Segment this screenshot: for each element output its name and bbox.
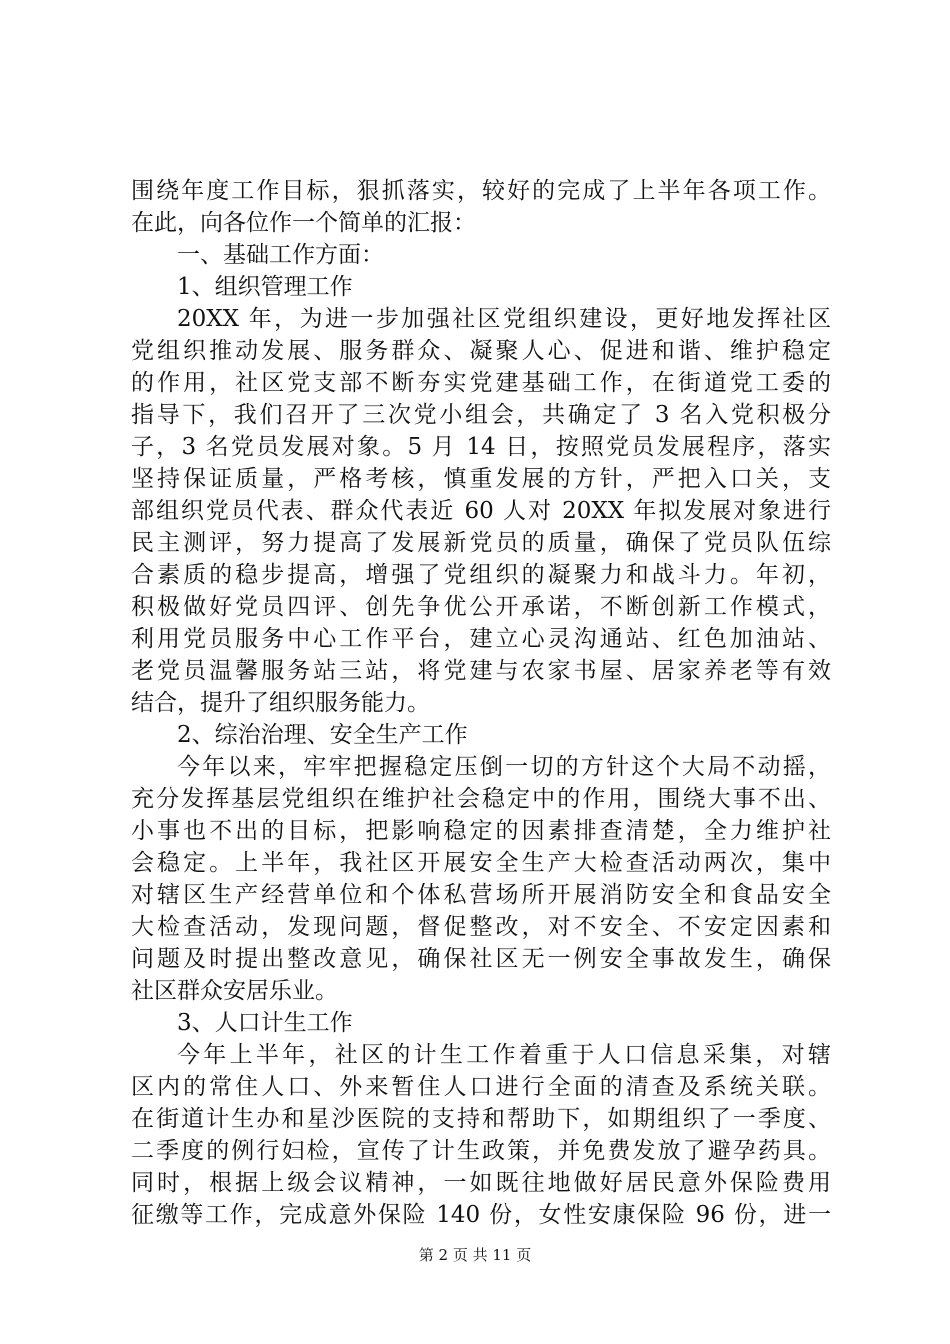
text-line: 大检查活动，发现问题，督促整改，对不安全、不安定因素和: [131, 914, 831, 940]
text-line: 积极做好党员四评、创先争优公开承诺，不断创新工作模式，: [131, 594, 831, 620]
text-line: 的作用，社区党支部不断夯实党建基础工作，在街道党工委的: [131, 370, 831, 396]
text-line: 党组织推动发展、服务群众、凝聚人心、促进和谐、维护稳定: [131, 338, 831, 364]
text-line: 充分发挥基层党组织在维护社会稳定中的作用，围绕大事不出、: [131, 786, 831, 812]
page-number-label: 第 2 页 共 11 页: [418, 1246, 532, 1264]
text-line: 坚持保证质量，严格考核，慎重发展的方针，严把入口关，支: [131, 466, 831, 492]
text-line: 子，3 名党员发展对象。5 月 14 日，按照党员发展程序，落实: [131, 434, 831, 460]
paragraph-first-line: 今年以来，牢牢把握稳定压倒一切的方针这个大局不动摇，: [177, 754, 831, 780]
text-line: 在此，向各位作一个简单的汇报：: [131, 210, 476, 236]
text-line: 利用党员服务中心工作平台，建立心灵沟通站、红色加油站、: [131, 626, 831, 652]
text-line: 对辖区生产经营单位和个体私营场所开展消防安全和食品安全: [131, 882, 831, 908]
text-line: 区内的常住人口、外来暂住人口进行全面的清查及系统关联。: [131, 1074, 831, 1100]
text-line: 指导下，我们召开了三次党小组会，共确定了 3 名入党积极分: [131, 402, 831, 428]
subsection-heading: 3、人口计生工作: [177, 1010, 353, 1036]
subsection-heading: 1、组织管理工作: [177, 274, 353, 300]
text-line: 围绕年度工作目标，狠抓落实，较好的完成了上半年各项工作。: [131, 178, 831, 204]
page-footer: [0, 1245, 950, 1265]
subsection-heading: 2、综治治理、安全生产工作: [177, 722, 468, 748]
text-line: 问题及时提出整改意见，确保社区无一例安全事故发生，确保: [131, 946, 831, 972]
text-line: 会稳定。上半年，我社区开展安全生产大检查活动两次，集中: [131, 850, 831, 876]
text-line: 二季度的例行妇检，宣传了计生政策，并免费发放了避孕药具。: [131, 1138, 831, 1164]
section-heading: 一、基础工作方面：: [177, 242, 384, 268]
text-line: 老党员温馨服务站三站，将党建与农家书屋、居家养老等有效: [131, 658, 831, 684]
document-body: [131, 175, 831, 1231]
text-line: 结合，提升了组织服务能力。: [131, 690, 430, 716]
text-line: 同时，根据上级会议精神，一如既往地做好居民意外保险费用: [131, 1170, 831, 1196]
paragraph-first-line: 20XX 年，为进一步加强社区党组织建设，更好地发挥社区: [177, 306, 831, 332]
text-line: 合素质的稳步提高，增强了党组织的凝聚力和战斗力。年初，: [131, 562, 831, 588]
text-line: 民主测评，努力提高了发展新党员的质量，确保了党员队伍综: [131, 530, 831, 556]
text-line: 小事也不出的目标，把影响稳定的因素排查清楚，全力维护社: [131, 818, 831, 844]
paragraph-first-line: 今年上半年，社区的计生工作着重于人口信息采集，对辖: [177, 1042, 831, 1068]
text-line: 部组织党员代表、群众代表近 60 人对 20XX 年拟发展对象进行: [131, 498, 831, 524]
text-line: 在街道计生办和星沙医院的支持和帮助下，如期组织了一季度、: [131, 1106, 831, 1132]
text-line: 社区群众安居乐业。: [131, 978, 338, 1004]
text-line: 征缴等工作，完成意外保险 140 份，女性安康保险 96 份，进一: [131, 1202, 831, 1228]
